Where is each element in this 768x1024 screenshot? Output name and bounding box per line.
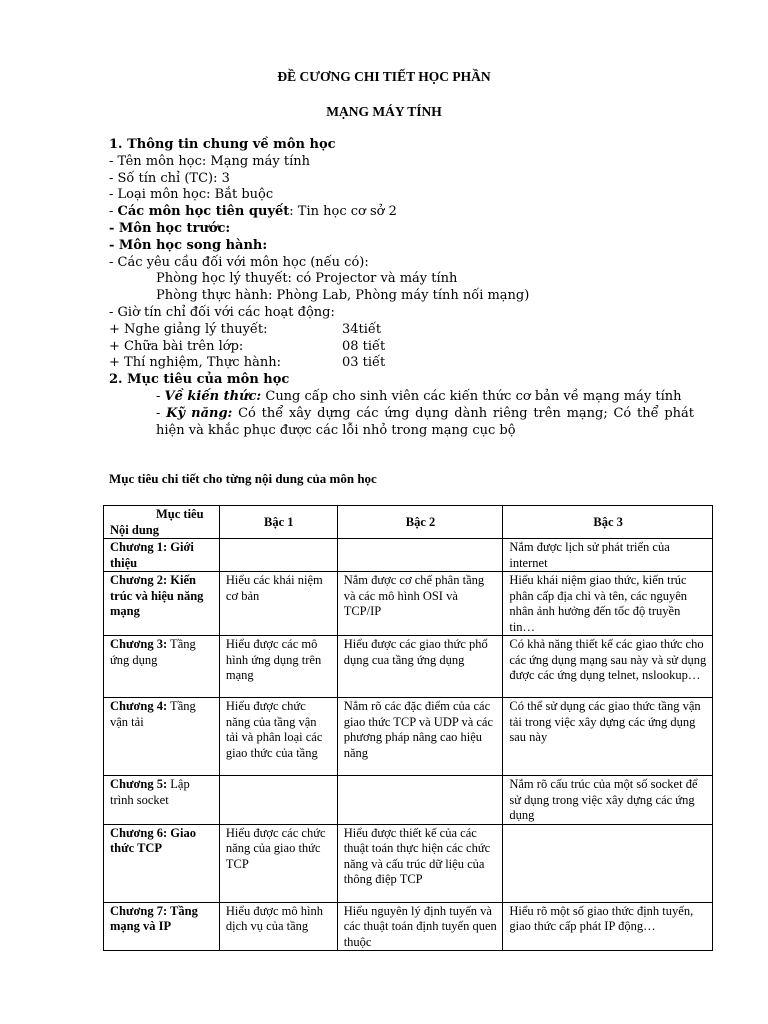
chapter-cell — [104, 824, 220, 902]
objectives-table — [103, 505, 713, 951]
course-type-line: - Loại môn học: Bắt buộc — [109, 187, 274, 203]
level-1-cell — [219, 539, 337, 572]
chapter-label: Chương 5: — [110, 777, 168, 791]
chapter-cell — [104, 776, 220, 825]
level-1-cell: Hiểu được các chức năng của giao thức TCP — [219, 824, 337, 902]
prereq-prefix: - — [109, 204, 118, 220]
level-2-header: Bậc 2 — [337, 506, 503, 539]
level-3-header: Bậc 3 — [503, 506, 713, 539]
corner-objective-label: Mục tiêu — [156, 507, 204, 521]
level-2-cell: Hiểu nguyên lý định tuyến và các thuật toán định tuyến quen thuộc — [337, 902, 503, 951]
level-2-cell: Hiểu được thiết kế của các thuật toán thực hiện các chức năng và cấu trúc dữ liệu của thông điệp TCP — [337, 824, 503, 902]
general-info-section — [109, 137, 694, 439]
corner-header-cell — [104, 506, 220, 539]
hours-row — [109, 355, 694, 372]
level-1-cell: Hiểu các khái niệm cơ bản — [219, 572, 337, 636]
knowledge-label: Về kiến thức: — [164, 388, 262, 404]
document-title: ĐỀ CƯƠNG CHI TIẾT HỌC PHẦN — [277, 69, 491, 84]
level-2-cell — [337, 776, 503, 825]
section-2-heading: 2. Mục tiêu của môn học — [109, 372, 290, 388]
level-2-cell: Hiểu được các giao thức phổ dụng cua tầng ứng dụng — [337, 636, 503, 698]
hours-label: + Chữa bài trên lớp: — [109, 338, 244, 354]
chapter-cell — [104, 902, 220, 951]
course-title: MẠNG MÁY TÍNH — [326, 104, 442, 119]
level-3-cell: Có khả năng thiết kế các giao thức cho các ứng dụng mạng sau này và sử dụng được các ứng dụng telnet, nslookup… — [503, 636, 713, 698]
level-3-cell — [503, 824, 713, 902]
detail-objectives-heading: Mục tiêu chi tiết cho từng nội dung của môn học — [109, 471, 377, 486]
table-row — [104, 539, 713, 572]
level-1-cell: Hiểu được các mô hình ứng dụng trên mạng — [219, 636, 337, 698]
chapter-title: Tầng vận tải — [110, 699, 196, 729]
level-3-cell: Hiểu rõ một số giao thức định tuyến, giao thức cấp phát IP động… — [503, 902, 713, 951]
level-1-cell: Hiểu được chức năng của tầng vận tải và phân loại các giao thức của tầng — [219, 698, 337, 776]
knowledge-objective — [109, 389, 694, 406]
chapter-label: Chương 1: Giới thiệu — [110, 540, 194, 570]
level-1-header: Bậc 1 — [219, 506, 337, 539]
table-row — [104, 902, 713, 951]
level-2-cell: Nắm rõ các đặc điểm của các giao thức TCP và UDP và các phương pháp nâng cao hiệu năng — [337, 698, 503, 776]
credits-line: - Số tín chỉ (TC): 3 — [109, 170, 230, 186]
level-2-cell — [337, 539, 503, 572]
level-3-cell: Hiểu khái niệm giao thức, kiến trúc phân cấp địa chỉ và tên, các nguyên nhân ảnh hưởng đến tốc độ truyền tin… — [503, 572, 713, 636]
level-3-cell: Nắm được lịch sử phát triển của internet — [503, 539, 713, 572]
skill-objective — [109, 406, 694, 440]
prior-courses-line: - Môn học trước: — [109, 220, 231, 236]
prereq-value: : Tin học cơ sở 2 — [289, 204, 397, 220]
level-2-cell: Nắm được cơ chế phân tầng và các mô hình OSI và TCP/IP — [337, 572, 503, 636]
chapter-cell — [104, 539, 220, 572]
course-name-line: - Tên môn học: Mạng máy tính — [109, 153, 310, 169]
chapter-label: Chương 3: — [110, 637, 168, 651]
chapter-cell — [104, 698, 220, 776]
skill-prefix: - — [156, 405, 167, 421]
corner-content-label: Nội dung — [110, 522, 159, 537]
knowledge-text: Cung cấp cho sinh viên các kiến thức cơ bản về mạng máy tính — [261, 388, 682, 404]
requirements-line: - Các yêu cầu đối với môn học (nếu có): — [109, 254, 369, 270]
hours-value: 34tiết — [342, 321, 382, 337]
hours-label: + Nghe giảng lý thuyết: — [109, 321, 268, 337]
knowledge-prefix: - — [156, 388, 165, 404]
hours-label: + Thí nghiệm, Thực hành: — [109, 355, 281, 371]
hours-value: 03 tiết — [342, 355, 386, 371]
table-row — [104, 636, 713, 698]
chapter-label: Chương 6: Giao thức TCP — [110, 825, 196, 855]
hours-row — [109, 322, 694, 339]
prerequisite-line — [109, 204, 694, 221]
requirement-theory-room: Phòng học lý thuyết: có Projector và máy tính — [156, 271, 458, 287]
level-1-cell: Hiểu được mô hình dịch vụ của tầng — [219, 902, 337, 951]
chapter-label: Chương 2: Kiến trúc và hiệu năng mạng — [110, 573, 204, 618]
chapter-label: Chương 7: Tầng mạng và IP — [110, 903, 198, 933]
parallel-courses-line: - Môn học song hành: — [109, 237, 268, 253]
chapter-title: Tầng ứng dụng — [110, 637, 196, 667]
table-row — [104, 776, 713, 825]
chapter-cell — [104, 636, 220, 698]
skill-text: Có thể xây dựng các ứng dụng dành riêng trên mạng; Có thể phát hiện và khắc phục được các lỗi nhỏ trong mạng cục bộ — [156, 405, 695, 438]
requirement-lab-room: Phòng thực hành: Phòng Lab, Phòng máy tính nối mạng) — [156, 288, 530, 304]
table-row — [104, 698, 713, 776]
chapter-cell — [104, 572, 220, 636]
table-header-row — [104, 506, 713, 539]
chapter-label: Chương 4: — [110, 699, 168, 713]
section-1-heading: 1. Thông tin chung về môn học — [109, 137, 336, 152]
skill-label: Kỹ năng: — [166, 405, 233, 421]
level-1-cell — [219, 776, 337, 825]
prereq-label: Các môn học tiên quyết — [117, 204, 290, 220]
hours-intro-line: - Giờ tín chỉ đối với các hoạt động: — [109, 304, 335, 320]
hours-row — [109, 339, 694, 356]
table-row — [104, 572, 713, 636]
level-3-cell: Có thể sử dụng các giao thức tầng vận tải trong việc xây dựng các ứng dụng sau này — [503, 698, 713, 776]
level-3-cell: Nắm rõ cấu trúc của một số socket để sử dụng trong việc xây dựng các ứng dụng — [503, 776, 713, 825]
table-row — [104, 824, 713, 902]
chapter-title: Lập trình socket — [110, 777, 190, 807]
hours-value: 08 tiết — [342, 338, 386, 354]
